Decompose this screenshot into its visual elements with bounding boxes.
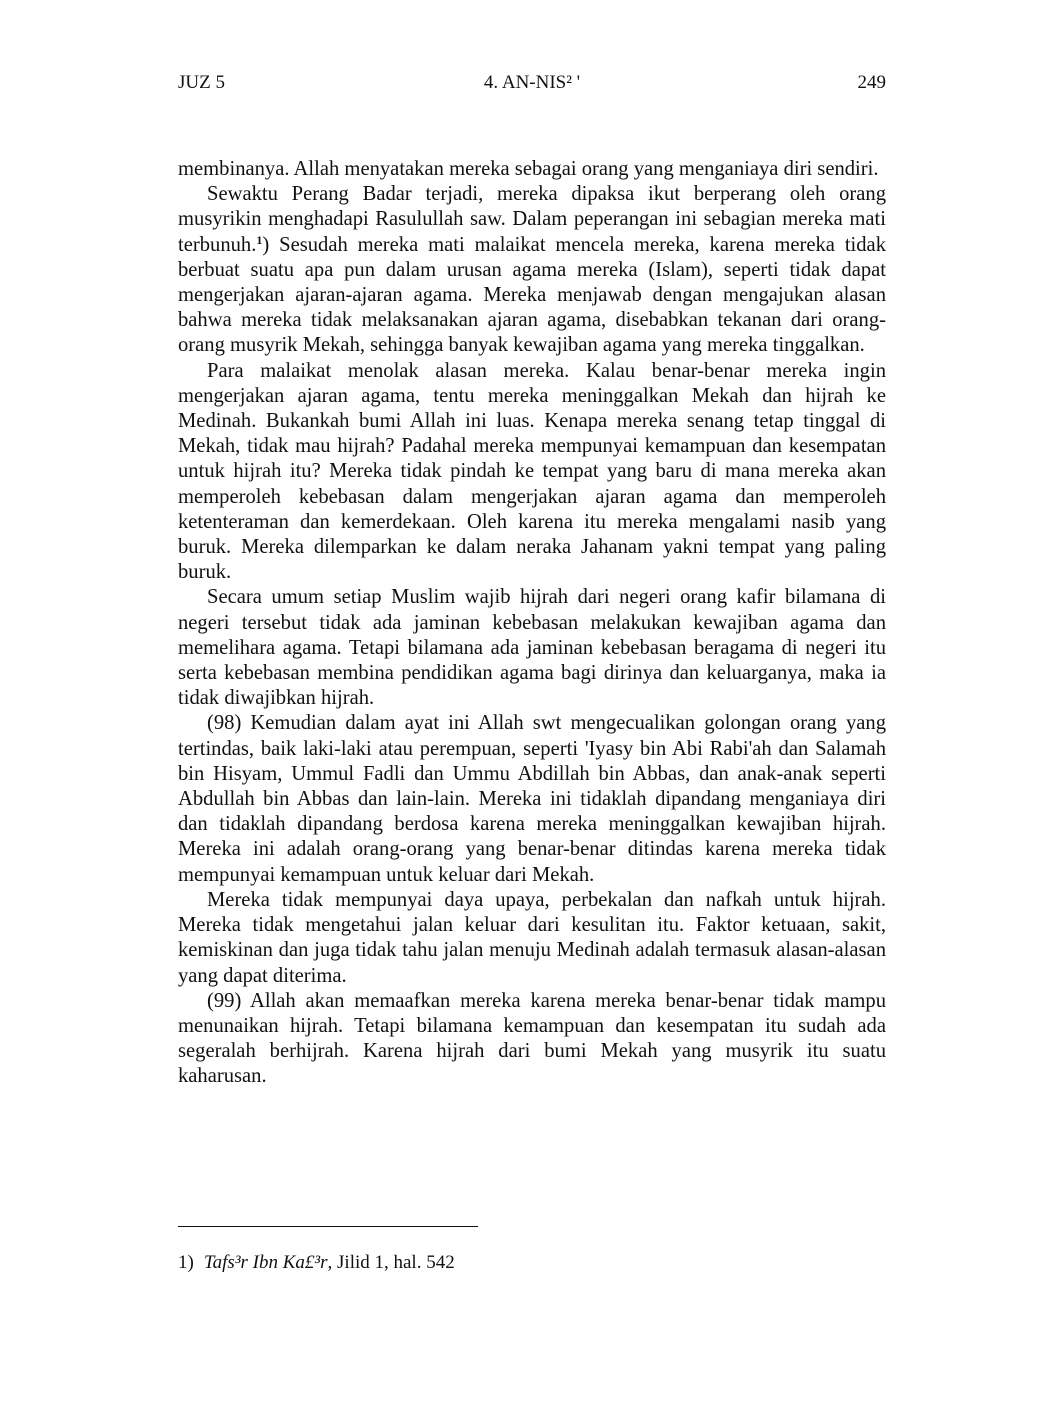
- paragraph: Mereka tidak mempunyai daya upaya, perbekalan dan nafkah untuk hijrah. Mereka tidak mengetahui jalan keluar dari kesulitan itu. Faktor ketuaan, sakit, kemiskinan dan juga tidak tahu jalan menuju Medinah adalah termasuk alasan-alasan yang dapat diterima.: [178, 888, 886, 987]
- main-text: [178, 157, 886, 1090]
- footnote-citation: , Jilid 1, hal. 542: [327, 1252, 455, 1273]
- paragraph: (98) Kemudian dalam ayat ini Allah swt mengecualikan golongan orang yang tertindas, baik laki-laki atau perempuan, seperti 'Iyasy bin Abi Rabi'ah dan Salamah bin Hisyam, Ummul Fadli dan Ummu Abdillah bin Abbas, dan anak-anak seperti Abdullah bin Abbas dan lain-lain. Mereka ini tidaklah dipandang menganiaya diri dan tidaklah dipandang berdosa karena mereka meninggalkan kewajiban hijrah. Mereka ini adalah orang-orang yang benar-benar ditindas karena mereka tidak mempunyai kemampuan untuk keluar dari Mekah.: [178, 712, 886, 886]
- paragraph: Para malaikat menolak alasan mereka. Kalau benar-benar mereka ingin mengerjakan ajaran agama, tentu mereka meninggalkan Mekah dan hijrah ke Medinah. Bukankah bumi Allah ini luas. Kenapa mereka senang tetap tinggal di Mekah, tidak mau hijrah? Padahal mereka mempunyai kemampuan dan kesempatan untuk hijrah itu? Mereka tidak pindah ke tempat yang baru di mana mereka akan memperoleh kebebasan dalam mengerjakan ajaran agama dan memperoleh ketenteraman dan kemerdekaan. Oleh karena itu mereka mengalami nasib yang buruk. Mereka dilemparkan ke dalam neraka Jahanam yakni tempat yang paling buruk.: [178, 359, 886, 584]
- running-header: [178, 72, 886, 100]
- footnote-source-title: Tafs³r Ibn Ka£³r: [203, 1252, 328, 1273]
- footnote: [178, 1251, 455, 1275]
- paragraph: Secara umum setiap Muslim wajib hijrah dari negeri orang kafir bilamana di negeri tersebut tidak ada jaminan kebebasan melakukan kewajiban agama dan memelihara agama. Tetapi bilamana ada jaminan kebebasan beragama di negeri itu serta kebebasan membina pendidikan agama bagi dirinya dan keluarganya, maka ia tidak diwajibkan hijrah.: [178, 586, 886, 710]
- paragraph-text: ) Sesudah mereka mati malaikat mencela mereka, karena mereka tidak berbuat suatu apa pun dalam urusan agama mereka (Islam), seperti tidak dapat mengerjakan ajaran-ajaran agama. Mereka menjawab dengan mengajukan alasan bahwa mereka tidak melaksanakan ajaran agama, disebabkan tekanan dari orang-orang musyrik Mekah, sehingga banyak kewajiban agama yang mereka tinggalkan.: [178, 233, 886, 357]
- page-number: 249: [857, 72, 886, 93]
- paragraph: [178, 182, 886, 358]
- footnote-divider: [178, 1226, 478, 1227]
- footnote-number: 1): [178, 1252, 194, 1273]
- footnote-reference: 1: [256, 232, 263, 247]
- surah-title: 4. AN-NIS² ': [483, 72, 581, 93]
- paragraph: membinanya. Allah menyatakan mereka sebagai orang yang menganiaya diri sendiri.: [178, 158, 879, 180]
- paragraph-text: Sewaktu Perang Badar terjadi, mereka dipaksa ikut berperang oleh orang musyrikin menghadapi Rasulullah saw. Dalam peperangan ini sebagian mereka mati terbunuh.: [178, 183, 886, 256]
- paragraph: (99) Allah akan memaafkan mereka karena mereka benar-benar tidak mampu menunaikan hijrah. Tetapi bilamana kemampuan dan kesempatan itu sudah ada segeralah berhijrah. Karena hijrah dari bumi Mekah yang musyrik itu suatu kaharusan.: [178, 989, 886, 1088]
- juz-label: JUZ 5: [178, 72, 225, 93]
